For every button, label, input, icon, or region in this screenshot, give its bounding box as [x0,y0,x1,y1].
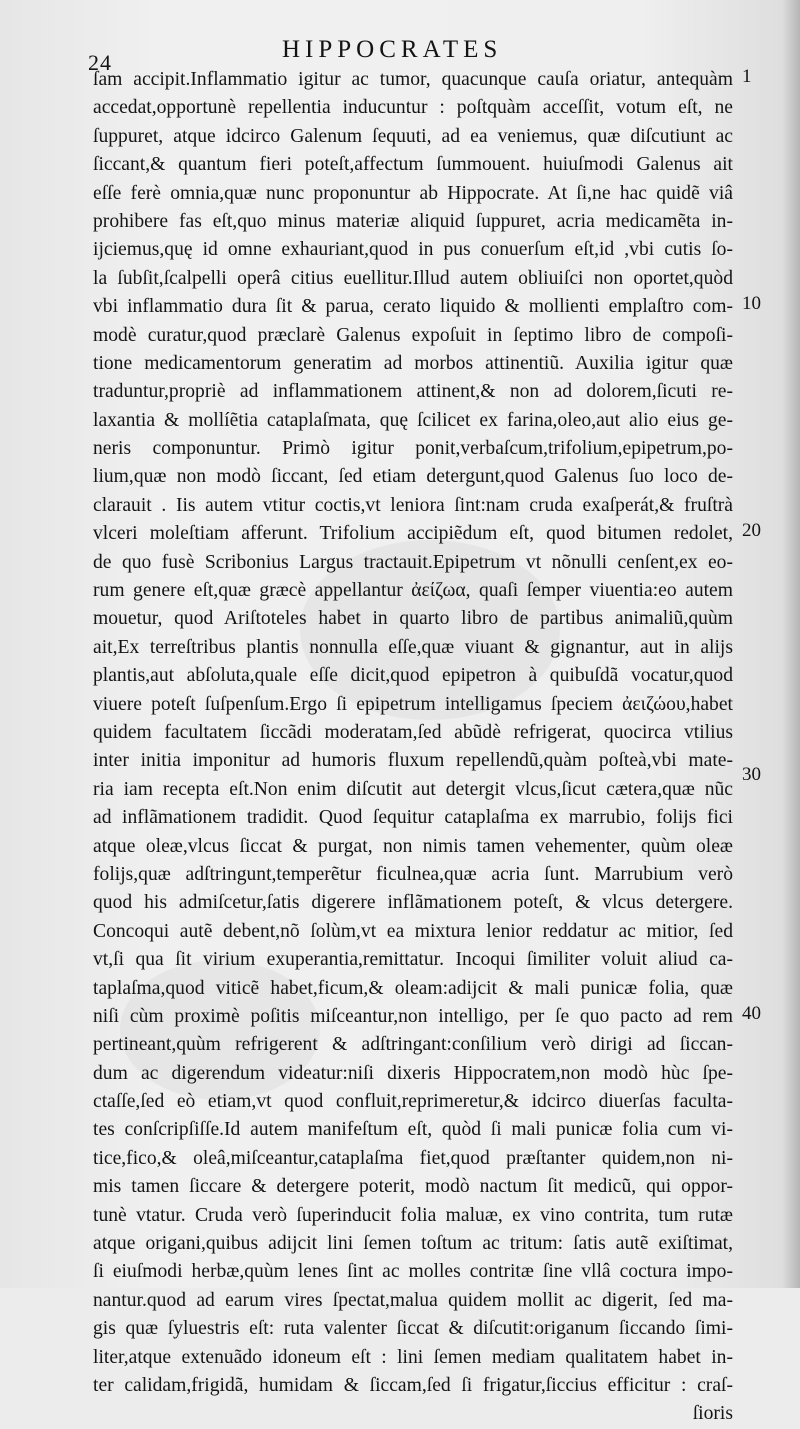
line-number-marker: 30 [742,764,761,785]
text-line: ad inflãmationem tradidit. Quod ſequitur cataplaſma ex marrubio, folijs fici [93,807,733,829]
text-line: niſi cùm proximè poſitis miſceantur,non intelligo, per ſe quo pacto ad rem [93,1005,733,1027]
line-number-marker: 20 [742,520,761,541]
text-line: quidem facultatem ſiccãdi moderatam,ſed abũdè refrigerat, quocirca vtilius [93,721,733,743]
text-line: ſam accipit.Inflammatio igitur ac tumor, quacunque cauſa oriatur, antequàm [93,69,733,90]
text-line: vt,ſi qua ſit virium exuperantia,remittatur. Incoqui ſimiliter voluit aliud ca- [93,949,733,971]
text-line: mis tamen ſiccare & detergere poterit, modò nactum ſit medicũ, qui oppor- [93,1176,733,1198]
text-line: plantis,aut abſoluta,quale eſſe dicit,quod epipetron à quibuſdã vocatur,quod [93,665,733,687]
text-line: quod his admiſcetur,ſatis digerere inflãmationem poteſt, & vlcus detergere. [93,892,733,914]
text-line: ſiccant,& quantum fieri poteſt,affectum ſummouent. huiuſmodi Galenus ait [93,154,733,176]
text-line: de quo fusè Scribonius Largus tractauit.Epipetrum vt nõnulli cenſent,ex eo- [93,551,733,573]
text-line: ait,Ex terreſtribus plantis nonnulla eſſe,quæ viuant & gignantur, aut in alijs [93,636,733,658]
text-line: clarauit . Iis autem vtitur coctis,vt leniora ſint:nam cruda exaſperát,& fruſtrà [93,494,733,516]
text-line: atque oleæ,vlcus ſiccat & purgat, non nimis tamen vehementer, quùm oleæ [93,835,733,857]
text-line: atque origani,quibus adijcit lini ſemen toſtum ac tritum: ſatis autẽ exiſtimat, [93,1233,733,1255]
text-line: gis quæ ſyluestris eſt: ruta valenter ſiccat & diſcutit:origanum ſiccando ſimi- [93,1318,733,1340]
line-number-marker: 40 [742,1003,761,1024]
page-edge-shadow [782,0,800,1288]
text-line: eſſe ferè omnia,quæ nunc proponuntur ab Hippocrate. At ſi,ne hac quidẽ viâ [93,182,733,204]
text-line: taplaſma,quod viticẽ habet,ficum,& oleam:adijcit & mali punicæ folia, quæ [93,977,733,999]
text-line: ſuppuret, atque idcirco Galenum ſequuti, ad ea veniemus, quæ diſcutiunt ac [93,125,733,147]
text-line: ria iam recepta eſt.Non enim diſcutit aut detergit vlcus,ſicut cætera,quæ nũc [93,778,733,800]
text-line: accedat,opportunè repellentia inducuntur : poſtquàm acceſſit, votum eſt, ne [93,97,733,119]
text-line: tunè vtatur. Cruda verò ſuperinducit folia maluæ, ex vino contrita, tum rutæ [93,1204,733,1226]
text-line: mouetur, quod Ariſtoteles habet in quarto libro de partibus animaliũ,quùm [93,608,733,630]
text-line: tione medicamentorum generatim ad morbos attinentiũ. Auxilia igitur quæ [93,352,733,374]
text-line: rum genere eſt,quæ græcè appellantur ἀείζωα, quaſi ſemper viuentia:eo autem [93,580,733,602]
text-line: dum ac digerendum videatur:niſi dixeris Hippocratem,non modò hùc ſpe- [93,1062,733,1084]
text-line: neris componuntur. Primò igitur ponit,verbaſcum,trifolium,epipetrum,po- [93,438,733,460]
line-number-marker: 1 [742,66,752,87]
text-line: inter initia imponitur ad humoris fluxum repellendũ,quàm poſteà,vbi mate- [93,750,733,772]
text-line: modè curatur,quod præclarè Galenus expoſuit in ſeptimo libro de compoſi- [93,324,733,346]
text-line: folijs,quæ adſtringunt,temperẽtur ficulnea,quæ acria ſunt. Marrubium verò [93,863,733,885]
body-text [93,66,733,1429]
text-line: vlceri moleſtiam afferunt. Trifolium accipiẽdum eſt, quod bitumen redolet, [93,523,733,545]
text-line: lium,quæ non modò ſiccant, ſed etiam detergunt,quod Galenus ſuo loco de- [93,466,733,488]
running-head: HIPPOCRATES [282,36,503,63]
line-number-marker: 10 [742,293,761,314]
text-line: prohibere fas eſt,quo minus materiæ aliquid ſuppuret, acria medicamẽta in- [93,210,733,232]
text-line: Concoqui autẽ debent,nõ ſolùm,vt ea mixtura lenior reddatur ac mitior, ſed [93,920,733,942]
text-line: ctaſſe,ſed eò etiam,vt quod confluit,reprimeretur,& idcirco diuerſas faculta- [93,1091,733,1113]
text-line: tice,fico,& oleâ,miſceantur,cataplaſma fiet,quod præſtanter quidem,non ni- [93,1147,733,1169]
text-line: vbi inflammatio dura ſit & parua, cerato liquido & mollienti emplaſtro com- [93,296,733,318]
text-line: nantur.quod ad earum vires ſpectat,malua quidem mollit ac digerit, ſed ma- [93,1289,733,1311]
text-line: ter calidam,frigidã, humidam & ſiccam,ſed ſi frigatur,ſiccius efficitur : craſ- [93,1374,733,1396]
text-line: pertineant,quùm refrigerent & adſtringant:conſilium verò dirigi ad ſiccan- [93,1034,733,1056]
page-number: 24 [88,50,112,75]
text-line: la ſubſit,ſcalpelli operâ citius euellitur.Illud autem obliuiſci non oportet,quòd [93,267,733,289]
text-line: liter,atque extenuãdo idoneum eſt : lini ſemen mediam qualitatem habet in- [93,1346,733,1368]
text-line: viuere poteſt ſuſpenſum.Ergo ſi epipetrum intelligamus ſpeciem ἀειζώου,habet [93,693,733,715]
text-line: ſioris [692,1403,733,1425]
text-line: laxantia & mollíẽtia cataplaſmata, quę ſcilicet ex farina,oleo,aut alio eius ge- [93,409,733,431]
text-line: traduntur,propriè ad inflammationem attinent,& non ad dolorem,ſicuti re- [93,381,733,403]
text-line: ſi eiuſmodi herbæ,quùm lenes ſint ac molles contritæ ſine vllâ coctura impo- [93,1261,733,1283]
text-line: ijciemus,quę id omne exhauriant,quod in pus conuerſum eſt,id ,vbi cutis ſo- [93,239,733,261]
text-line: tes conſcripſiſſe.Id autem manifeſtum eſt, quòd ſi mali punicæ folia cum vi- [93,1119,733,1141]
